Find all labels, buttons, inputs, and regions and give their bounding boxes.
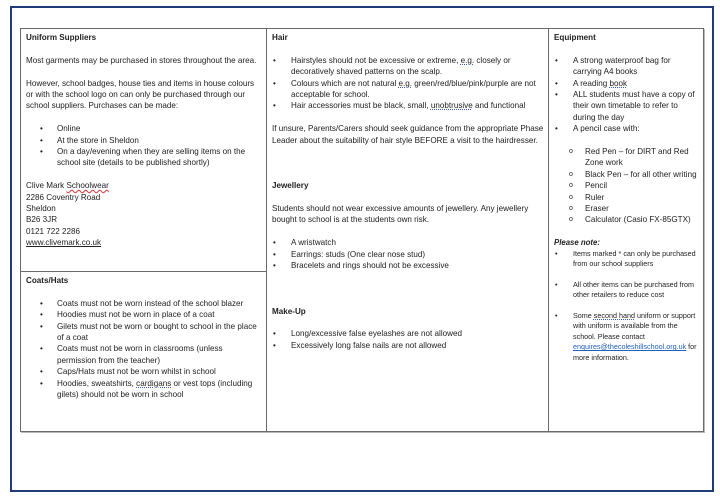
supplier-name: Clive Mark Schoolwear — [26, 181, 109, 191]
supplier-phone: 0121 722 2286 — [26, 226, 81, 236]
list-item: • Coats must not be worn in classrooms (unless permission from the teacher) — [40, 344, 223, 365]
circle-bullet-icon: o — [569, 205, 573, 213]
bullet-icon: • — [40, 344, 43, 354]
list-item: o Red Pen – for DIRT and Red Zone work — [569, 147, 689, 168]
bullet-icon: • — [273, 340, 276, 350]
makeup-list — [272, 328, 544, 351]
uniform-suppliers-heading: Uniform Suppliers — [26, 33, 97, 42]
bullet-icon: • — [40, 298, 43, 308]
bullet-icon: • — [273, 329, 276, 339]
list-item: • Caps/Hats must not be worn whilst in school — [40, 367, 216, 377]
uniform-policy-table — [20, 28, 704, 432]
bullet-icon: • — [555, 311, 558, 321]
please-note-heading: Please note: — [554, 238, 600, 248]
coats-hats-heading: Coats/Hats — [26, 276, 69, 285]
equipment-heading: Equipment — [554, 33, 596, 42]
list-item: • Hair accessories must be black, small, unobtrusive and functional — [273, 101, 526, 111]
bullet-icon: • — [555, 248, 558, 258]
list-item: • A reading book — [555, 78, 628, 88]
list-item: o Eraser — [569, 204, 609, 214]
bullet-icon: • — [555, 90, 558, 100]
bullet-icon: • — [273, 238, 276, 248]
list-item: • Hoodies, sweatshirts, cardigans or vest tops (including gilets) should not be worn in school — [40, 378, 253, 400]
equipment-list — [554, 55, 699, 135]
bullet-icon: • — [555, 78, 558, 88]
list-item: o Calculator (Casio FX-85GTX) — [569, 215, 691, 225]
purchase-methods-list — [26, 123, 262, 169]
bullet-icon: • — [40, 367, 43, 377]
list-item: • A wristwatch — [273, 238, 336, 248]
bullet-icon: • — [40, 310, 43, 320]
hair-jewellery-makeup-cell — [267, 29, 548, 431]
bullet-icon: • — [40, 135, 43, 145]
jewellery-para: Students should not wear excessive amounts of jewellery. Any jewellery bought to school is at the students own risk. — [272, 204, 529, 225]
list-item: • Items marked * can only be purchased from our school suppliers — [555, 248, 696, 269]
pencil-case-list — [554, 146, 699, 226]
list-item: • At the store in Sheldon — [40, 135, 139, 145]
list-item: o Black Pen – for all other writing — [569, 169, 697, 179]
list-item: • Online — [40, 124, 81, 134]
list-item: o Pencil — [569, 181, 608, 191]
equipment-cell — [549, 29, 703, 431]
bullet-icon: • — [40, 378, 43, 388]
circle-bullet-icon: o — [569, 216, 573, 224]
list-item: • Coats must not be worn instead of the school blazer — [40, 298, 244, 308]
bullet-icon: • — [273, 78, 276, 88]
please-note-list — [554, 249, 699, 363]
circle-bullet-icon: o — [569, 170, 573, 178]
list-item: • Excessively long false nails are not allowed — [273, 340, 447, 350]
bullet-icon: • — [273, 55, 276, 65]
list-item: • Colours which are not natural e.g. green/red/blue/pink/purple are not acceptable for school. — [273, 78, 536, 100]
supplier-postcode: B26 3JR — [26, 215, 58, 225]
column-middle — [267, 29, 549, 431]
supplier-address — [26, 180, 262, 248]
list-item: • Earrings: studs (One clear nose stud) — [273, 249, 426, 259]
bullet-icon: • — [273, 249, 276, 259]
list-item: • ALL students must have a copy of their own timetable to refer to during the day — [555, 90, 695, 122]
bullet-icon: • — [40, 321, 43, 331]
bullet-icon: • — [555, 279, 558, 289]
bullet-icon: • — [273, 101, 276, 111]
bullet-icon: • — [555, 124, 558, 134]
list-item: • On a day/evening when they are selling items on the school site (details to be published shortly) — [40, 147, 246, 168]
uniform-suppliers-cell — [21, 29, 266, 272]
list-item: • Hairstyles should not be excessive or extreme, e.g. closely or decoratively shaved patterns on the scalp. — [273, 55, 511, 77]
list-item: • A pencil case with: — [555, 124, 640, 134]
list-item: • Some second hand uniform or support with uniform is available from the school. Please contact enquires@thecoleshillschool.org.uk for more information. — [555, 311, 697, 362]
list-item: • Bracelets and rings should not be excessive — [273, 261, 449, 271]
bullet-icon: • — [40, 124, 43, 134]
hair-guidance: If unsure, Parents/Carers should seek guidance from the appropriate Phase Leader about the suitability of hair style BEFORE a visit to the hairdresser. — [272, 124, 544, 145]
list-item: • A strong waterproof bag for carrying A4 books — [555, 55, 671, 77]
supplier-website-link[interactable]: www.clivemark.co.uk — [26, 238, 102, 248]
hair-heading: Hair — [272, 33, 288, 42]
makeup-heading: Make-Up — [272, 306, 306, 316]
list-item: • Hoodies must not be worn in place of a coat — [40, 310, 215, 320]
suppliers-para-1: Most garments may be purchased in stores throughout the area. — [26, 55, 257, 65]
column-left — [21, 29, 267, 431]
circle-bullet-icon: o — [569, 148, 573, 156]
bullet-icon: • — [273, 261, 276, 271]
jewellery-list — [272, 237, 544, 271]
column-right — [549, 29, 703, 431]
bullet-icon: • — [555, 55, 558, 65]
bullet-icon: • — [40, 147, 43, 157]
jewellery-heading: Jewellery — [272, 181, 309, 191]
list-item: • Long/excessive false eyelashes are not allowed — [273, 329, 462, 339]
suppliers-para-2: However, school badges, house ties and items in house colours or with the school logo on can only be purchased through our school suppliers. Purchases can be made: — [26, 78, 255, 111]
coats-hats-list — [26, 298, 262, 401]
list-item: • All other items can be purchased from other retailers to reduce cost — [555, 279, 695, 300]
supplier-street: 2286 Coventry Road — [26, 192, 101, 202]
hair-list — [272, 55, 544, 112]
supplier-town: Sheldon — [26, 204, 56, 214]
circle-bullet-icon: o — [569, 193, 573, 201]
list-item: o Ruler — [569, 192, 605, 202]
coats-hats-cell — [21, 272, 266, 431]
list-item: • Gilets must not be worn or bought to school in the place of a coat — [40, 321, 257, 343]
circle-bullet-icon: o — [569, 182, 573, 190]
contact-email-link[interactable]: enquires@thecoleshillschool.org.uk — [573, 342, 687, 352]
